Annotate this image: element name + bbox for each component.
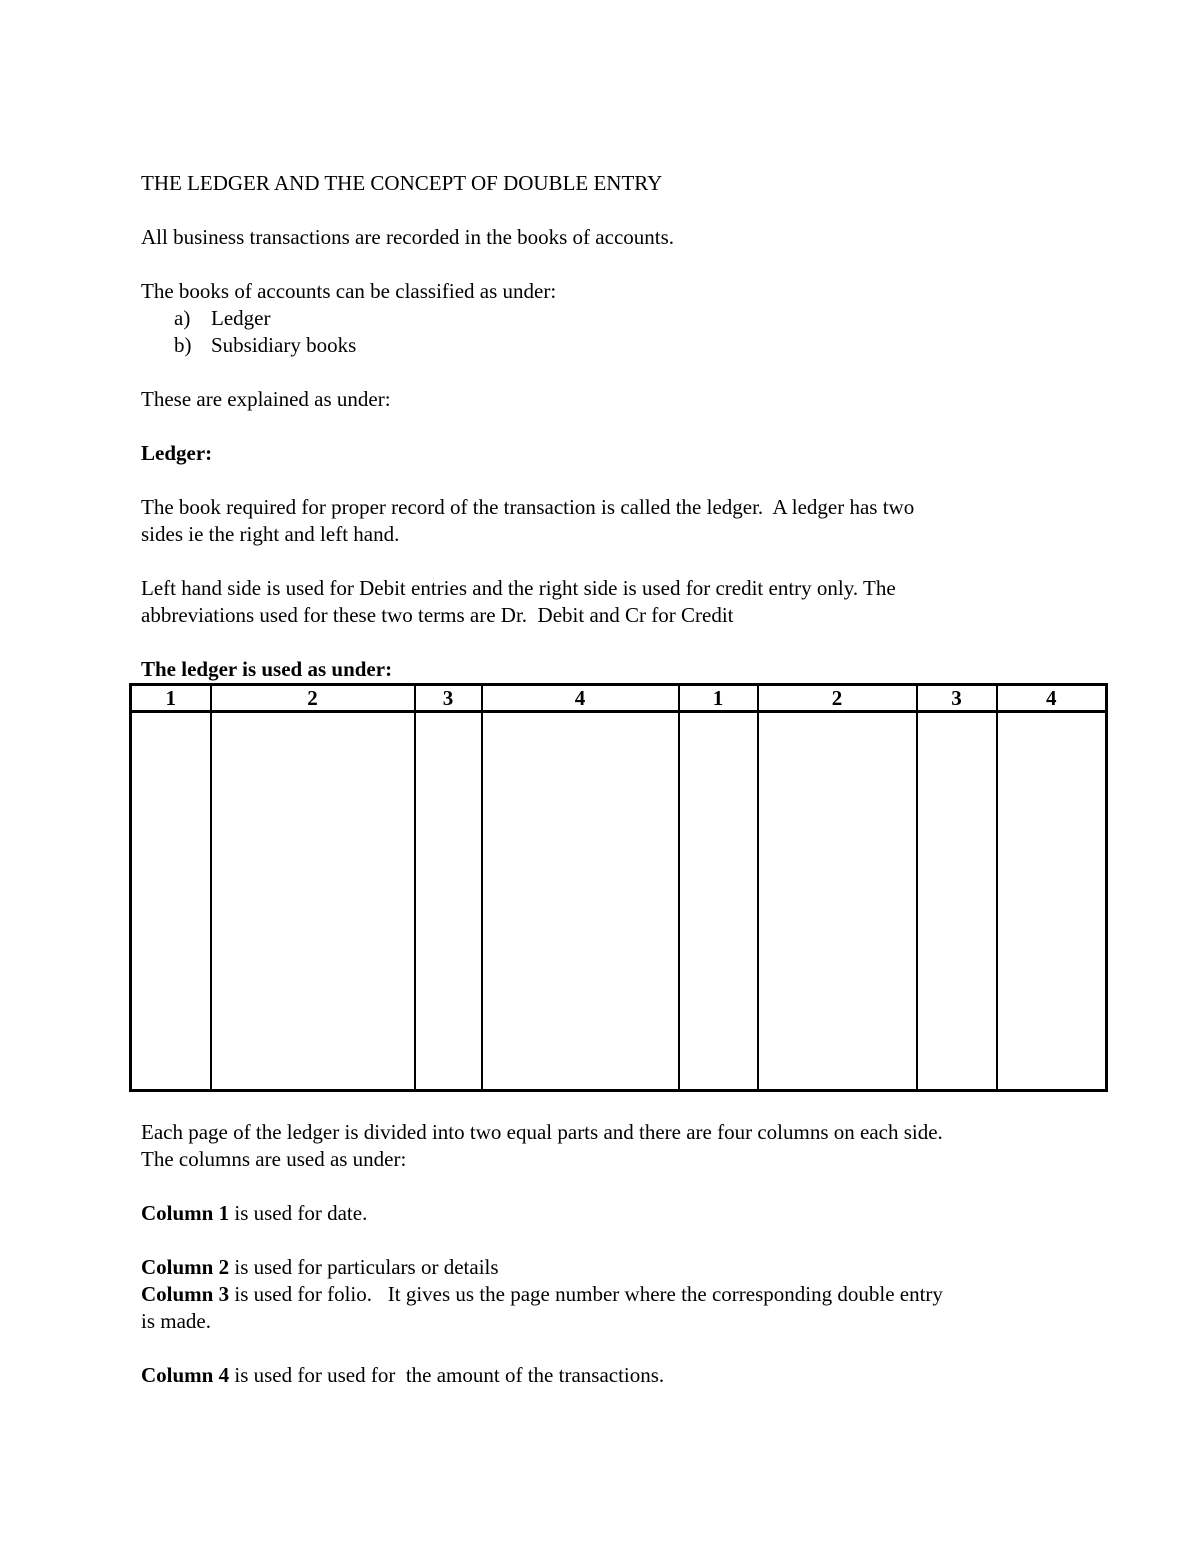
ledger-cell — [917, 712, 997, 1091]
intro-paragraph: All business transactions are recorded in the books of accounts. — [141, 225, 675, 249]
ledger-column-header: 3 — [415, 685, 482, 712]
ledger-column-header: 4 — [997, 685, 1107, 712]
ledger-cell — [679, 712, 758, 1091]
table-heading: The ledger is used as under: — [141, 657, 393, 681]
column-2-description — [141, 1254, 1101, 1281]
column-label: Column 3 — [141, 1282, 230, 1306]
classification-lead: The books of accounts can be classified as under: — [141, 279, 557, 303]
column-label: Column 1 — [141, 1201, 230, 1225]
ledger-column-header: 2 — [211, 685, 415, 712]
ledger-column-header: 4 — [482, 685, 679, 712]
column-label: Column 2 — [141, 1255, 230, 1279]
ledger-heading: Ledger: — [141, 441, 213, 465]
column-4-description — [141, 1362, 1101, 1389]
list-marker: b) — [174, 333, 192, 357]
ledger-cell — [415, 712, 482, 1091]
column-text: is used for folio. It gives us the page number where the corresponding double entry — [229, 1282, 943, 1306]
column-3-continuation: is made. — [141, 1309, 211, 1333]
document-body — [141, 170, 1101, 683]
explained-paragraph: These are explained as under: — [141, 387, 391, 411]
after-paragraph-line-2: The columns are used as under: — [141, 1147, 407, 1171]
list-marker: a) — [174, 306, 191, 330]
column-3-description — [141, 1281, 1101, 1308]
column-text: is used for date. — [229, 1201, 368, 1225]
ledger-column-header: 1 — [679, 685, 758, 712]
ledger-body-row — [131, 712, 1107, 1091]
ledger-paragraph-2-line-2: abbreviations used for these two terms are Dr. Debit and Cr for Credit — [141, 603, 734, 627]
column-text: is used for particulars or details — [229, 1255, 499, 1279]
ledger-table — [129, 683, 1108, 1092]
document-title: THE LEDGER AND THE CONCEPT OF DOUBLE ENTRY — [141, 171, 663, 195]
list-item-text: Subsidiary books — [211, 333, 357, 357]
list-item — [141, 305, 1101, 332]
ledger-cell — [482, 712, 679, 1091]
ledger-cell — [131, 712, 211, 1091]
list-item — [141, 332, 1101, 359]
ledger-paragraph-1-line-2: sides ie the right and left hand. — [141, 522, 400, 546]
ledger-paragraph-1-line-1: The book required for proper record of the transaction is called the ledger. A ledger has two — [141, 495, 915, 519]
ledger-cell — [758, 712, 917, 1091]
ledger-column-header: 3 — [917, 685, 997, 712]
column-label: Column 4 — [141, 1363, 230, 1387]
column-text: is used for used for the amount of the transactions. — [229, 1363, 665, 1387]
ledger-header-row — [131, 685, 1107, 712]
columns-explanation — [141, 1119, 1101, 1389]
column-1-description — [141, 1200, 1101, 1227]
after-paragraph-line-1: Each page of the ledger is divided into two equal parts and there are four columns on each side. — [141, 1120, 943, 1144]
list-item-text: Ledger — [211, 306, 271, 330]
ledger-cell — [997, 712, 1107, 1091]
classification-list — [141, 305, 1101, 359]
ledger-column-header: 2 — [758, 685, 917, 712]
ledger-cell — [211, 712, 415, 1091]
ledger-column-header: 1 — [131, 685, 211, 712]
ledger-paragraph-2-line-1: Left hand side is used for Debit entries and the right side is used for credit entry only. The — [141, 576, 896, 600]
